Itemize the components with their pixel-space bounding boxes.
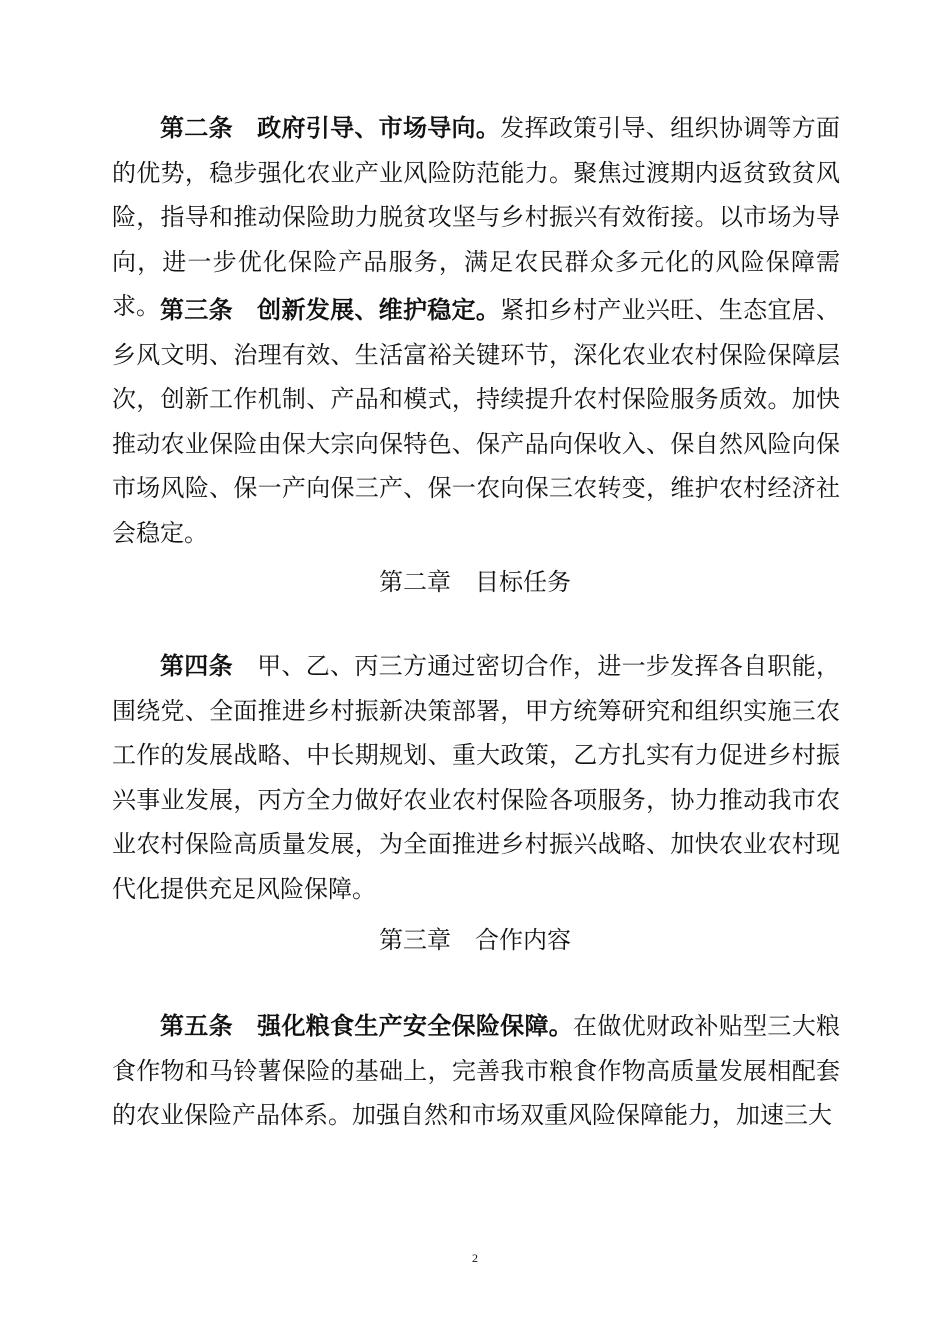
article-3-heading: 创新发展、维护稳定。 <box>256 296 501 324</box>
article-2-body: 发挥政策引导、组织协调等方面的优势，稳步强化农业产业风险防范能力。聚焦过渡期内返贫致贫风险，指导和推动保险助力脱贫攻坚与乡村振兴有效衔接。以市场为导向，进一步优化保险产品服务，满足农民群众多元化的风险保障需求。 <box>112 114 841 320</box>
article-5-body: 在做优财政补贴型三大粮食作物和马铃薯保险的基础上，完善我市粮食作物高质量发展相配套的农业保险产品体系。加强自然和市场双重风险保障能力，加速三大 <box>112 1012 841 1129</box>
article-3-number: 第三条 <box>160 296 233 324</box>
chapter-3-title: 第三章 合作内容 <box>379 926 571 954</box>
article-2-heading: 政府引导、市场导向。 <box>256 114 501 142</box>
article-3-paragraph <box>112 288 840 555</box>
article-4-number: 第四条 <box>160 652 233 680</box>
article-2-number: 第二条 <box>160 114 233 142</box>
page-number: 2 <box>472 1251 478 1265</box>
article-5-heading: 强化粮食生产安全保险保障。 <box>256 1012 574 1040</box>
article-3-body: 紧扣乡村产业兴旺、生态宜居、乡风文明、治理有效、生活富裕关键环节，深化农业农村保险保障层次，创新工作机制、产品和模式，持续提升农村保险服务质效。加快推动农业保险由保大宗向保特色、保产品向保收入、保自然风险向保市场风险、保一产向保三产、保一农向保三农转变，维护农村经济社会稳定。 <box>112 296 841 547</box>
article-5-number: 第五条 <box>160 1012 233 1040</box>
chapter-2-title: 第二章 目标任务 <box>379 568 571 596</box>
article-4-paragraph <box>112 644 840 911</box>
article-5-paragraph <box>112 1004 840 1138</box>
article-4-body: 甲、乙、丙三方通过密切合作，进一步发挥各自职能，围绕党、全面推进乡村振新决策部署，甲方统筹研究和组织实施三农工作的发展战略、中长期规划、重大政策，乙方扎实有力促进乡村振兴事业发展，丙方全力做好农业农村保险各项服务，协力推动我市农业农村保险高质量发展，为全面推进乡村振兴战略、加快农业农村现代化提供充足风险保障。 <box>112 652 840 903</box>
